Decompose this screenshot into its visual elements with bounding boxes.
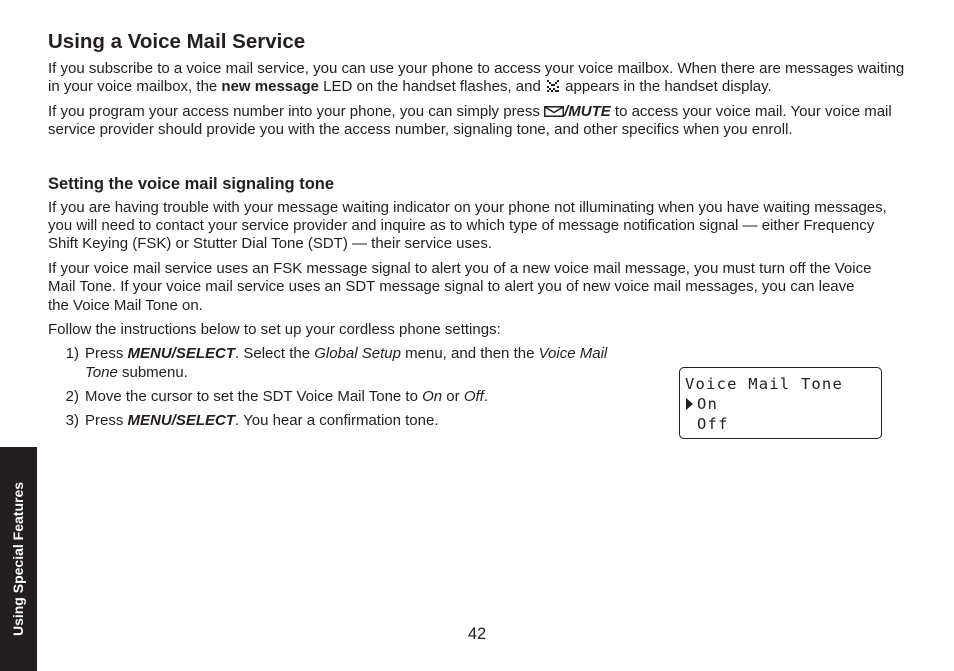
fsk-paragraph: If your voice mail service uses an FSK message signal to alert you of a new voice mail message, you must turn off the Voice Mail Tone. If your voice mail service uses an SDT message signal to alert you of new voice mail messages, you can leave the Voice Mail Tone on. — [48, 259, 872, 314]
step-text: Press MENU/SELECT. Select the Global Setup menu, and then the Voice Mail Tone submenu. — [85, 345, 608, 381]
step-text: Move the cursor to set the SDT Voice Mail Tone to On or Off. — [85, 387, 489, 405]
step-number: 1) — [65, 345, 79, 363]
intro-text-b: LED on the handset flashes, and — [318, 78, 545, 96]
list-item — [48, 388, 638, 406]
cursor-arrow-icon — [686, 398, 693, 410]
lcd-line-off: Off — [697, 415, 729, 433]
list-item — [48, 412, 638, 430]
intro-paragraph — [48, 60, 908, 97]
list-item — [48, 345, 638, 382]
step-number: 2) — [65, 387, 79, 405]
page-number: 42 — [467, 625, 487, 643]
new-message-label: new message — [221, 78, 319, 96]
access-text-a: If you program your access number into your phone, you can simply press — [48, 102, 545, 120]
step-text: Press MENU/SELECT. You hear a confirmation tone. — [85, 411, 439, 429]
lcd-line-title: Voice Mail Tone — [685, 375, 843, 393]
step-number: 3) — [65, 411, 79, 429]
trouble-paragraph: If you are having trouble with your message waiting indicator on your phone not illuminating when you have waiting messages, you will need to contact your service provider and inquire as to which type of message notification signal — either Frequency Shift Keying (FSK) or Stutter Dial Tone (SDT) — their service uses. — [48, 198, 887, 253]
message-waiting-icon — [547, 80, 559, 93]
envelope-icon — [544, 106, 564, 117]
section-subtitle: Setting the voice mail signaling tone — [48, 174, 335, 193]
access-paragraph — [48, 103, 908, 140]
instructions-paragraph: Follow the instructions below to set up your cordless phone settings: — [48, 321, 501, 339]
lcd-line-on: On — [685, 394, 881, 414]
intro-text-a: If you subscribe to a voice mail service, you can use your phone to access your voice mailbox. When there are messages waiting in your voice mailbox, the — [48, 60, 905, 96]
intro-text-c: appears in the handset display. — [560, 78, 772, 96]
page-title: Using a Voice Mail Service — [48, 30, 306, 53]
access-text-b: to access your voice mail. Your voice mail service provider should provide you with the access number, signaling tone, and other specifics when you enroll. — [48, 102, 892, 139]
side-tab-label: Using Special Features — [10, 481, 26, 637]
mute-key-label: /MUTE — [564, 102, 611, 120]
lcd-display — [679, 367, 882, 439]
steps-list — [48, 345, 638, 430]
